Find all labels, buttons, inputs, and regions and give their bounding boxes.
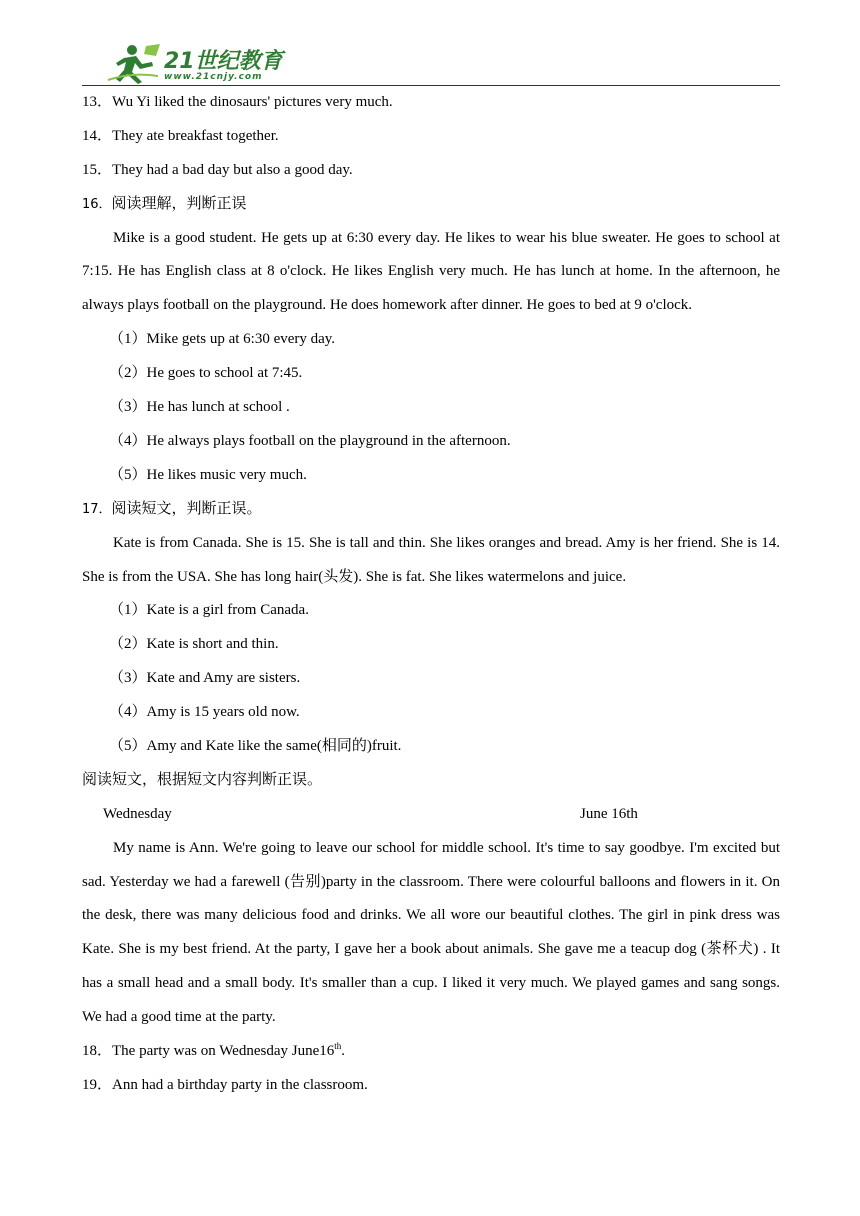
passage-text: Mike is a good student. He gets up at 6:30 every day. He likes to wear his blue sweater. He goes to school at 7:15. He has English class at 8 o'clock. He likes English very much. He has lunch at home. In the afternoon, he always plays football on the playground. He does homework after dinner. He goes to bed at 9 o'clock.: [82, 229, 780, 314]
question-title: 阅读短文，判断正误。: [111, 500, 262, 517]
sub-question-17-4: （4）Amy is 15 years old now.: [109, 704, 300, 721]
question-text: They ate breakfast together.: [112, 127, 279, 144]
runner-logo-icon: [102, 42, 162, 86]
diary-passage: [82, 832, 780, 1035]
question-16-passage: [82, 222, 780, 324]
sub-question-16-3: （3）He has lunch at school .: [109, 399, 290, 416]
question-14: [82, 120, 780, 154]
question-number: 15．: [82, 161, 113, 178]
sub-question-17-1: （1）Kate is a girl from Canada.: [109, 602, 309, 619]
question-text: The party was on Wednesday June16: [112, 1043, 335, 1060]
sub-question-17-5: （5）Amy and Kate like the same(相同的)fruit.: [109, 738, 402, 754]
logo: [102, 42, 283, 86]
document-body: [82, 86, 780, 1103]
question-tail: .: [341, 1043, 345, 1060]
diary-header: [82, 798, 780, 832]
question-17-passage: [82, 527, 780, 595]
page-header: [82, 38, 780, 88]
sub-question-16-5: （5）He likes music very much.: [109, 466, 307, 483]
logo-text: 21世纪教育: [164, 49, 283, 74]
question-number: 18．: [82, 1043, 113, 1060]
diary-date: June 16th: [580, 805, 638, 822]
passage-text: My name is Ann. We're going to leave our school for middle school. It's time to say goodbye. I'm excited but sad. Yesterday we had a farewell (告别)party in the classroom. There were colourful balloons and flowers in it. On the desk, there was many delicious food and drinks. We all wore our beautiful clothes. The girl in pink dress was Kate. She is my best friend. At the party, I gave her a book about animals. She gave me a teacup dog (茶杯犬) . It has a small head and a small body. It's smaller than a cup. I liked it very much. We played games and sang songs. We had a good time at the party.: [82, 839, 780, 1026]
sub-question-16-1: （1）Mike gets up at 6:30 every day.: [109, 331, 336, 348]
question-13: [82, 86, 780, 120]
sub-question-17-3: （3）Kate and Amy are sisters.: [109, 670, 301, 687]
question-text: They had a bad day but also a good day.: [112, 161, 353, 178]
section-title: 阅读短文，根据短文内容判断正误。: [82, 771, 323, 788]
question-number: 16．: [82, 196, 112, 212]
question-16-title: [82, 188, 780, 222]
question-title: 阅读理解，判断正误: [111, 195, 247, 212]
question-text: Ann had a birthday party in the classroom.: [112, 1077, 368, 1093]
sub-question-16-2: （2）He goes to school at 7:45.: [109, 365, 303, 382]
question-17-title: [82, 493, 780, 527]
sub-question-17-2: （2）Kate is short and thin.: [109, 636, 279, 653]
passage-text: Kate is from Canada. She is 15. She is tall and thin. She likes oranges and bread. Amy is her friend. She is 14. She is from the USA. She has long hair(头发). She is fat. She likes watermelons and juice.: [82, 534, 780, 585]
diary-day: Wednesday: [103, 805, 172, 822]
superscript: th: [334, 1041, 342, 1052]
question-number: 13．: [82, 94, 113, 110]
question-number: 14．: [82, 127, 113, 144]
sub-question-16-4: （4）He always plays football on the playground in the afternoon.: [109, 432, 511, 449]
question-number: 19．: [82, 1077, 113, 1093]
question-text: Wu Yi liked the dinosaurs' pictures very much.: [112, 94, 393, 110]
question-15: [82, 154, 780, 188]
question-18: [82, 1035, 780, 1069]
question-number: 17．: [82, 501, 112, 517]
logo-url: www.21cnjy.com: [164, 72, 263, 82]
question-19: [82, 1069, 780, 1103]
